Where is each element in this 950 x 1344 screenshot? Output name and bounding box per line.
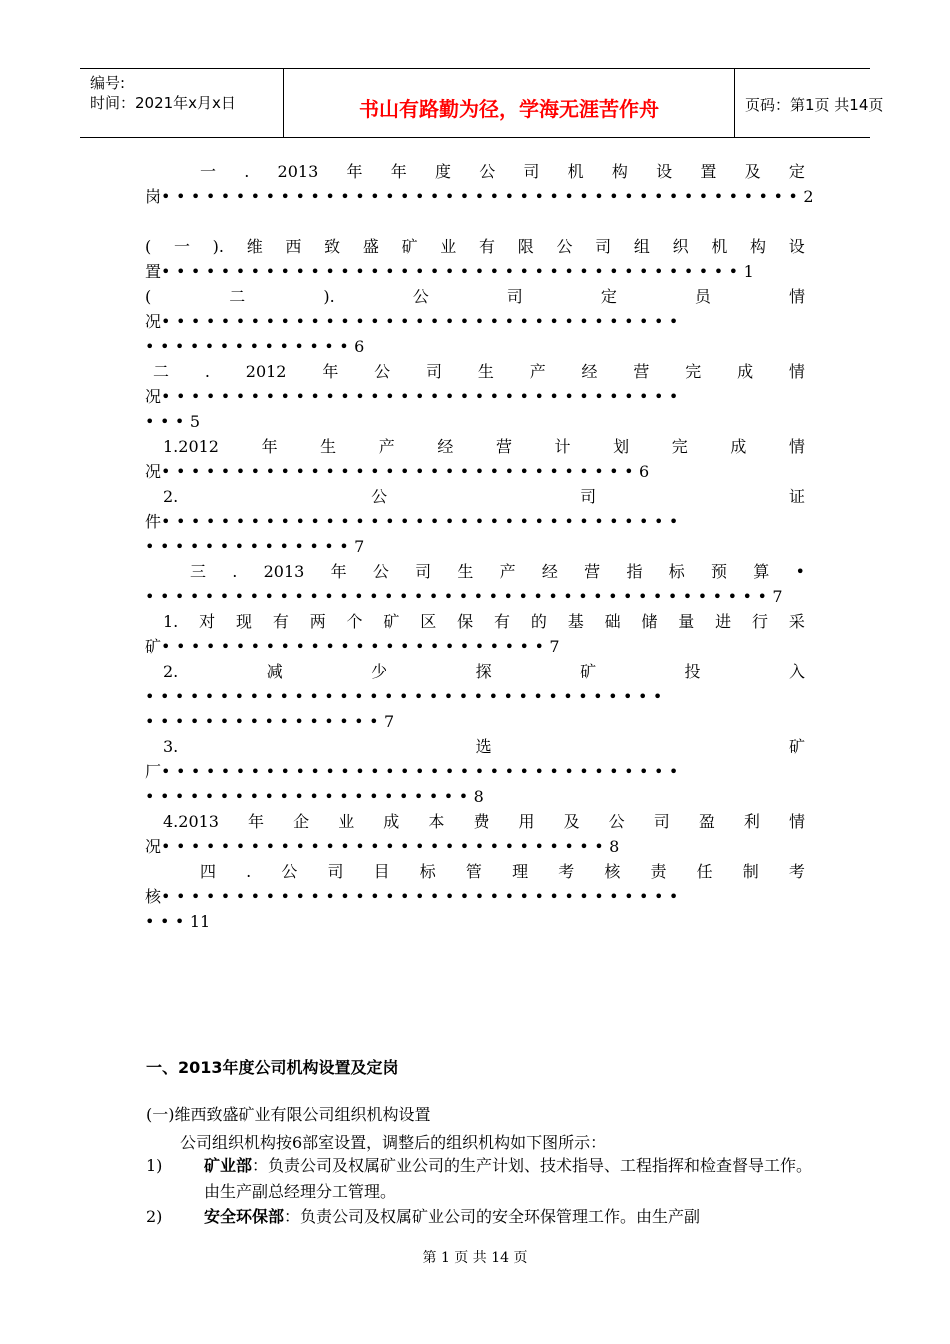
list-body: ：负责公司及权属矿业公司的生产计划、技术指导、工程指挥和检查督导工作。由生产副总经理分工管理。 — [204, 1156, 813, 1201]
toc-token: 司 — [327, 862, 344, 881]
toc-leader-dots: ••••••••••••••••••••••••••••••••••• — [161, 512, 684, 531]
list-title: 矿业部 — [204, 1156, 253, 1175]
toc-page-number: 11 — [189, 912, 211, 931]
toc-page-number: 5 — [189, 412, 200, 431]
toc-token: 少 — [371, 662, 388, 681]
toc-token: 司 — [506, 287, 523, 306]
toc-entry-leader — [145, 760, 805, 784]
toc-token: 司 — [595, 237, 612, 256]
toc-token: 目 — [373, 862, 390, 881]
toc-token: 责 — [650, 862, 667, 881]
toc-leader-dots: ••••••••••••••••••••••••••••••••••••••• — [161, 262, 744, 281]
toc-token: 情 — [788, 287, 805, 306]
toc-page-number: 8 — [473, 787, 484, 806]
toc-token: 矿 — [788, 737, 805, 756]
toc-entry-leader — [145, 335, 805, 359]
toc-token: 成 — [383, 812, 400, 831]
toc-wrap-text: 矿 — [145, 637, 162, 656]
list-text — [204, 1204, 814, 1230]
toc-page-number: 7 — [772, 587, 783, 606]
list-title: 安全环保部 — [204, 1207, 285, 1226]
number-label: 编号: — [90, 74, 126, 92]
toc-token: . — [244, 162, 250, 181]
toc-page-number: 2 — [803, 187, 814, 206]
toc-leader-dots: •••••••••••••••••••••••••••••• — [161, 837, 610, 856]
toc-entry-title[interactable] — [145, 435, 805, 459]
toc-leader-dots: ••• — [145, 412, 190, 431]
toc-leader-dots: ••••••••••••••••••••••••••••••••••• — [161, 387, 684, 406]
toc-leader-dots: ••••••••••••••••••••••••••••••••••• — [161, 762, 684, 781]
toc-leader-dots: •••••••••••••••••••••••••••••••• — [161, 462, 640, 481]
toc-entry-title[interactable] — [145, 285, 805, 309]
toc-token: 司 — [415, 562, 432, 581]
toc-page-number: 6 — [639, 462, 650, 481]
toc-token: 预 — [710, 562, 727, 581]
toc-entry-leader — [145, 460, 805, 484]
toc-token: 矿 — [580, 662, 597, 681]
header-page-cell — [735, 69, 884, 137]
toc-token: 2013 — [263, 562, 305, 581]
page-header — [80, 68, 884, 138]
toc-entry-leader — [145, 385, 805, 409]
toc-token: 经 — [541, 562, 558, 581]
toc-entry-leader — [145, 510, 805, 534]
toc-leader-dots: •••••••••••••••••••••••••• — [161, 637, 550, 656]
toc-token: 行 — [752, 612, 769, 631]
toc-entry-title[interactable] — [145, 360, 805, 384]
toc-token: 西 — [285, 237, 302, 256]
toc-token: 情 — [788, 812, 805, 831]
list-body: ：负责公司及权属矿业公司的安全环保管理工作。由生产副 — [284, 1207, 701, 1226]
toc-entry-title[interactable] — [145, 560, 805, 584]
toc-token: 考 — [558, 862, 575, 881]
toc-token: 经 — [437, 437, 454, 456]
toc-token: 4.2013 — [163, 812, 219, 831]
toc-entry-leader — [145, 835, 805, 859]
toc-token: 进 — [715, 612, 732, 631]
toc-token: 矿 — [383, 612, 400, 631]
toc-entry-title[interactable] — [145, 485, 805, 509]
toc-token: 区 — [420, 612, 437, 631]
toc-token: 公 — [412, 287, 429, 306]
toc-entry-leader — [145, 260, 805, 284]
toc-token: 生 — [477, 362, 494, 381]
subsection-heading: (一)维西致盛矿业有限公司组织机构设置 — [146, 1105, 431, 1124]
toc-token: 营 — [584, 562, 601, 581]
toc-token: 2013 — [277, 162, 319, 181]
toc-token: 置 — [700, 162, 717, 181]
toc-page-number: 8 — [609, 837, 620, 856]
toc-token: . — [246, 862, 252, 881]
toc-entry-title[interactable] — [145, 660, 805, 684]
toc-entry-leader — [145, 710, 805, 734]
toc-page-number: 6 — [354, 337, 365, 356]
toc-token: 公 — [556, 237, 573, 256]
toc-token: 现 — [235, 612, 252, 631]
toc-token: 织 — [672, 237, 689, 256]
toc-token: 定 — [600, 287, 617, 306]
toc-token: 限 — [517, 237, 534, 256]
intro-paragraph: 公司组织机构按6部室设置，调整后的组织机构如下图所示： — [180, 1133, 607, 1152]
toc-leader-dots: ••••••••••••••••••••••••••••••••••• — [161, 887, 684, 906]
toc-token: 情 — [788, 362, 805, 381]
toc-token: 采 — [788, 612, 805, 631]
toc-wrap-text: 厂 — [145, 762, 162, 781]
toc-token: 2. — [163, 662, 179, 681]
toc-entry-leader — [145, 535, 805, 559]
toc-token: 经 — [581, 362, 598, 381]
toc-token: ). — [212, 237, 224, 256]
toc-token: 任 — [696, 862, 713, 881]
toc-token: 划 — [613, 437, 630, 456]
list-number: 1) — [146, 1156, 163, 1175]
toc-token: 个 — [346, 612, 363, 631]
toc-token: 产 — [529, 362, 546, 381]
toc-token: 一 — [200, 162, 217, 181]
toc-token: ( — [145, 237, 152, 256]
toc-token: 司 — [523, 162, 540, 181]
toc-token: 年 — [330, 562, 347, 581]
toc-leader-dots: •••••••••••••••••••••• — [145, 787, 474, 806]
toc-token: 费 — [473, 812, 490, 831]
toc-token: 二 — [153, 362, 170, 381]
toc-token: 年 — [390, 162, 407, 181]
toc-token: 用 — [518, 812, 535, 831]
motto: 书山有路勤为径，学海无涯苦作舟 — [359, 97, 659, 121]
toc-wrap-text: 件 — [145, 512, 162, 531]
toc-entry-leader — [145, 785, 805, 809]
toc-entry-leader — [145, 310, 805, 334]
page-footer: 第 1 页 共 14 页 — [422, 1250, 528, 1266]
toc-wrap-text: 置 — [145, 262, 162, 281]
toc-token: 设 — [788, 237, 805, 256]
toc-token: 司 — [580, 487, 597, 506]
toc-token: 考 — [788, 862, 805, 881]
toc-token: 量 — [678, 612, 695, 631]
toc-token: 及 — [744, 162, 761, 181]
toc-page-number: 7 — [384, 712, 395, 731]
toc-token: 二 — [229, 287, 246, 306]
toc-token: 制 — [742, 862, 759, 881]
toc-token: 指 — [626, 562, 643, 581]
toc-leader-dots: •••••••••••••••••••••••••••••••••••••••••• — [145, 587, 773, 606]
toc-token: 保 — [457, 612, 474, 631]
toc-token: 算 — [753, 562, 770, 581]
toc-leader-dots: ••••••••••••••••••••••••••••••••••• — [161, 312, 684, 331]
toc-token: 机 — [567, 162, 584, 181]
toc-token: 公 — [608, 812, 625, 831]
toc-token: 组 — [633, 237, 650, 256]
toc-token: 度 — [434, 162, 451, 181]
toc-token: 定 — [788, 162, 805, 181]
toc-token: 情 — [788, 437, 805, 456]
toc-token: 完 — [685, 362, 702, 381]
toc-token: 四 — [200, 862, 217, 881]
header-meta-cell — [80, 69, 283, 137]
toc-leader-dots: ••••••••••••••••••••••••••••••••••• — [145, 687, 668, 706]
toc-token: 机 — [711, 237, 728, 256]
toc-token: 管 — [465, 862, 482, 881]
toc-wrap-text: 岗 — [145, 187, 162, 206]
toc-token: 投 — [684, 662, 701, 681]
toc-token: 构 — [611, 162, 628, 181]
section-heading: 一、2013年度公司机构设置及定岗 — [146, 1058, 399, 1077]
toc-page-number: 1 — [743, 262, 754, 281]
toc-token: ). — [323, 287, 335, 306]
toc-token: 及 — [563, 812, 580, 831]
toc-token: 司 — [426, 362, 443, 381]
toc-entry-title[interactable] — [145, 735, 805, 759]
toc-token: 标 — [419, 862, 436, 881]
toc-token: 年 — [346, 162, 363, 181]
toc-entry-leader — [145, 585, 805, 609]
toc-token: . — [204, 362, 210, 381]
toc-token: 1.2012 — [163, 437, 219, 456]
toc-token: 设 — [656, 162, 673, 181]
page-info: 页码：第1页 共14页 — [745, 96, 884, 114]
toc-token: 公 — [371, 487, 388, 506]
toc-page-number: 7 — [354, 537, 365, 556]
toc-wrap-text: 况 — [145, 387, 162, 406]
toc-leader-dots: •••••••••••••• — [145, 537, 355, 556]
toc-token: 核 — [604, 862, 621, 881]
toc-token: 营 — [633, 362, 650, 381]
toc-token: 业 — [338, 812, 355, 831]
toc-token: 构 — [750, 237, 767, 256]
toc-entry-title[interactable] — [145, 235, 805, 259]
toc-token: 2012 — [245, 362, 287, 381]
toc-token: 员 — [694, 287, 711, 306]
toc-token: 两 — [309, 612, 326, 631]
toc-token: 有 — [272, 612, 289, 631]
toc-token: 入 — [788, 662, 805, 681]
toc-token: 矿 — [401, 237, 418, 256]
toc-leader-dots: ••• — [145, 912, 190, 931]
toc-token: 对 — [199, 612, 216, 631]
toc-token: 1. — [163, 612, 179, 631]
toc-token: 公 — [281, 862, 298, 881]
toc-token: 基 — [567, 612, 584, 631]
toc-token: 减 — [266, 662, 283, 681]
toc-token: 一 — [173, 237, 190, 256]
toc-token: 致 — [324, 237, 341, 256]
toc-wrap-text: 况 — [145, 837, 162, 856]
toc-wrap-text: 核 — [145, 887, 162, 906]
toc-token: 生 — [457, 562, 474, 581]
list-number: 2) — [146, 1207, 163, 1226]
toc-entry-leader — [145, 885, 805, 909]
toc-token: 业 — [440, 237, 457, 256]
toc-token: 年 — [261, 437, 278, 456]
toc-token: 完 — [671, 437, 688, 456]
list-item — [146, 1153, 816, 1205]
toc-token: 产 — [378, 437, 395, 456]
time-label: 时间：2021年x月x日 — [90, 94, 236, 112]
toc-token: 成 — [737, 362, 754, 381]
toc-token: 有 — [479, 237, 496, 256]
toc-token: 司 — [653, 812, 670, 831]
toc-page-number: 7 — [549, 637, 560, 656]
toc-token: 年 — [322, 362, 339, 381]
toc-token: 企 — [293, 812, 310, 831]
toc-token: 2. — [163, 487, 179, 506]
toc-token: 年 — [248, 812, 265, 831]
toc-token: 本 — [428, 812, 445, 831]
toc-entry-leader — [145, 910, 805, 934]
toc-entry-leader — [145, 635, 805, 659]
toc-token: 三 — [190, 562, 207, 581]
toc-token: ( — [145, 287, 152, 306]
toc-token: 有 — [493, 612, 510, 631]
toc-entry-title[interactable] — [145, 860, 805, 884]
toc-token: 维 — [246, 237, 263, 256]
toc-token: 生 — [320, 437, 337, 456]
toc-entry-leader — [145, 185, 814, 209]
toc-wrap-text: 况 — [145, 462, 162, 481]
toc-token: 选 — [475, 737, 492, 756]
toc-token: 公 — [374, 362, 391, 381]
list-text — [204, 1153, 814, 1205]
header-motto-cell — [283, 69, 735, 137]
toc-wrap-text: 况 — [145, 312, 162, 331]
toc-entry-title[interactable] — [145, 810, 805, 834]
toc-token: 利 — [743, 812, 760, 831]
toc-token: 理 — [512, 862, 529, 881]
toc-token: • — [795, 562, 805, 581]
toc-token: 成 — [730, 437, 747, 456]
toc-token: 探 — [475, 662, 492, 681]
toc-entry-leader — [145, 410, 805, 434]
toc-token: 公 — [372, 562, 389, 581]
toc-token: 盈 — [698, 812, 715, 831]
toc-token: 的 — [530, 612, 547, 631]
toc-token: 础 — [604, 612, 621, 631]
toc-entry-title[interactable] — [145, 610, 805, 634]
toc-token: 标 — [668, 562, 685, 581]
toc-token: . — [232, 562, 238, 581]
toc-token: 营 — [495, 437, 512, 456]
toc-leader-dots: ••••••••••••••••••••••••••••••••••••••••••• — [161, 187, 804, 206]
toc-entry-leader — [145, 685, 805, 709]
toc-token: 3. — [163, 737, 179, 756]
toc-leader-dots: •••••••••••••••• — [145, 712, 384, 731]
toc-token: 证 — [788, 487, 805, 506]
toc-token: 储 — [641, 612, 658, 631]
toc-token: 计 — [554, 437, 571, 456]
toc-token: 盛 — [362, 237, 379, 256]
toc-token: 产 — [499, 562, 516, 581]
toc-token: 公 — [479, 162, 496, 181]
list-item — [146, 1204, 816, 1230]
toc-entry-title[interactable] — [145, 160, 805, 184]
toc-leader-dots: •••••••••••••• — [145, 337, 355, 356]
